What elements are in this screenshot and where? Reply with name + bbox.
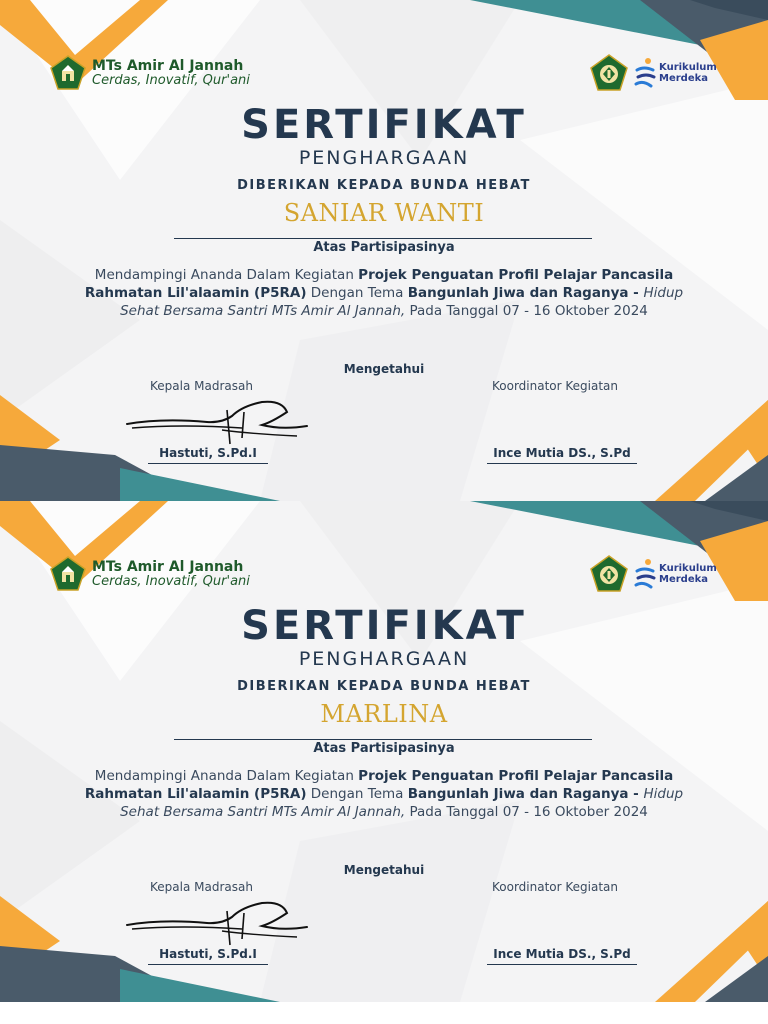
name-underline bbox=[174, 238, 592, 239]
desc-part-3: Dengan Tema bbox=[306, 285, 408, 301]
madrasah-emblem-icon bbox=[50, 55, 86, 91]
school-motto: Cerdas, Inovatif, Qur'ani bbox=[92, 574, 250, 589]
signer-coordinator: Ince Mutia DS., S.Pd bbox=[487, 947, 637, 965]
right-logos bbox=[590, 54, 717, 92]
signer-principal: Hastuti, S.Pd.I bbox=[148, 947, 268, 965]
participation-label: Atas Partisipasinya bbox=[313, 741, 455, 756]
certificate-title: SERTIFIKAT bbox=[241, 603, 527, 649]
role-principal: Kepala Madrasah bbox=[150, 379, 253, 393]
curriculum-line1: Kurikulum bbox=[659, 61, 717, 73]
desc-part-3: Dengan Tema bbox=[306, 786, 408, 802]
given-to-label: DIBERIKAN KEPADA BUNDA HEBAT bbox=[237, 178, 531, 193]
school-name: MTs Amir Al Jannah bbox=[92, 58, 244, 74]
desc-project: Projek Penguatan Profil Pelajar Pancasila Rahmatan Lil'alaamin (P5RA) bbox=[84, 768, 674, 802]
school-name: MTs Amir Al Jannah bbox=[92, 559, 244, 575]
desc-theme: Bangunlah Jiwa dan Raganya - bbox=[407, 285, 644, 301]
curriculum-line2: Merdeka bbox=[659, 574, 709, 585]
role-coordinator: Koordinator Kegiatan bbox=[492, 379, 619, 393]
recipient-name: SANIAR WANTI bbox=[283, 199, 485, 227]
school-header bbox=[50, 556, 250, 592]
recipient-name: MARLINA bbox=[320, 700, 448, 728]
desc-subtheme: Hidup Sehat Bersama Santri MTs Amir Al Jannah, bbox=[120, 786, 684, 820]
desc-part-1: Mendampingi Ananda Dalam Kegiatan bbox=[94, 267, 359, 283]
given-to-label: DIBERIKAN KEPADA BUNDA HEBAT bbox=[237, 679, 531, 694]
participation-label: Atas Partisipasinya bbox=[313, 240, 455, 255]
curriculum-line2: Merdeka bbox=[659, 73, 709, 84]
kemenag-logo-icon bbox=[590, 555, 628, 593]
role-coordinator: Koordinator Kegiatan bbox=[492, 880, 619, 894]
madrasah-emblem-icon bbox=[50, 556, 86, 592]
signer-coordinator: Ince Mutia DS., S.Pd bbox=[487, 446, 637, 464]
curriculum-line1: Kurikulum bbox=[659, 562, 717, 574]
kurikulum-merdeka-logo bbox=[634, 557, 717, 591]
kurikulum-merdeka-logo bbox=[634, 56, 717, 90]
desc-subtheme: Hidup Sehat Bersama Santri MTs Amir Al Jannah, bbox=[120, 285, 684, 319]
signer-principal: Hastuti, S.Pd.I bbox=[148, 446, 268, 464]
school-motto: Cerdas, Inovatif, Qur'ani bbox=[92, 73, 250, 88]
signature-image bbox=[122, 392, 312, 452]
kurikulum-merdeka-icon bbox=[634, 56, 656, 90]
acknowledged-label: Mengetahui bbox=[343, 863, 425, 877]
name-underline bbox=[174, 739, 592, 740]
certificate-description bbox=[70, 767, 698, 821]
desc-theme: Bangunlah Jiwa dan Raganya - bbox=[407, 786, 644, 802]
right-logos bbox=[590, 555, 717, 593]
school-header bbox=[50, 55, 250, 91]
certificate bbox=[0, 501, 768, 1002]
desc-project: Projek Penguatan Profil Pelajar Pancasila Rahmatan Lil'alaamin (P5RA) bbox=[84, 267, 674, 301]
certificate-subtitle: PENGHARGAAN bbox=[298, 147, 470, 169]
certificate-subtitle: PENGHARGAAN bbox=[298, 648, 470, 670]
certificate-description bbox=[70, 266, 698, 320]
certificate bbox=[0, 0, 768, 501]
kurikulum-merdeka-icon bbox=[634, 557, 656, 591]
certificate-title: SERTIFIKAT bbox=[241, 102, 527, 148]
signature-image bbox=[122, 893, 312, 953]
role-principal: Kepala Madrasah bbox=[150, 880, 253, 894]
desc-date: Pada Tanggal 07 - 16 Oktober 2024 bbox=[405, 303, 648, 319]
desc-date: Pada Tanggal 07 - 16 Oktober 2024 bbox=[405, 804, 648, 820]
acknowledged-label: Mengetahui bbox=[343, 362, 425, 376]
kemenag-logo-icon bbox=[590, 54, 628, 92]
desc-part-1: Mendampingi Ananda Dalam Kegiatan bbox=[94, 768, 359, 784]
